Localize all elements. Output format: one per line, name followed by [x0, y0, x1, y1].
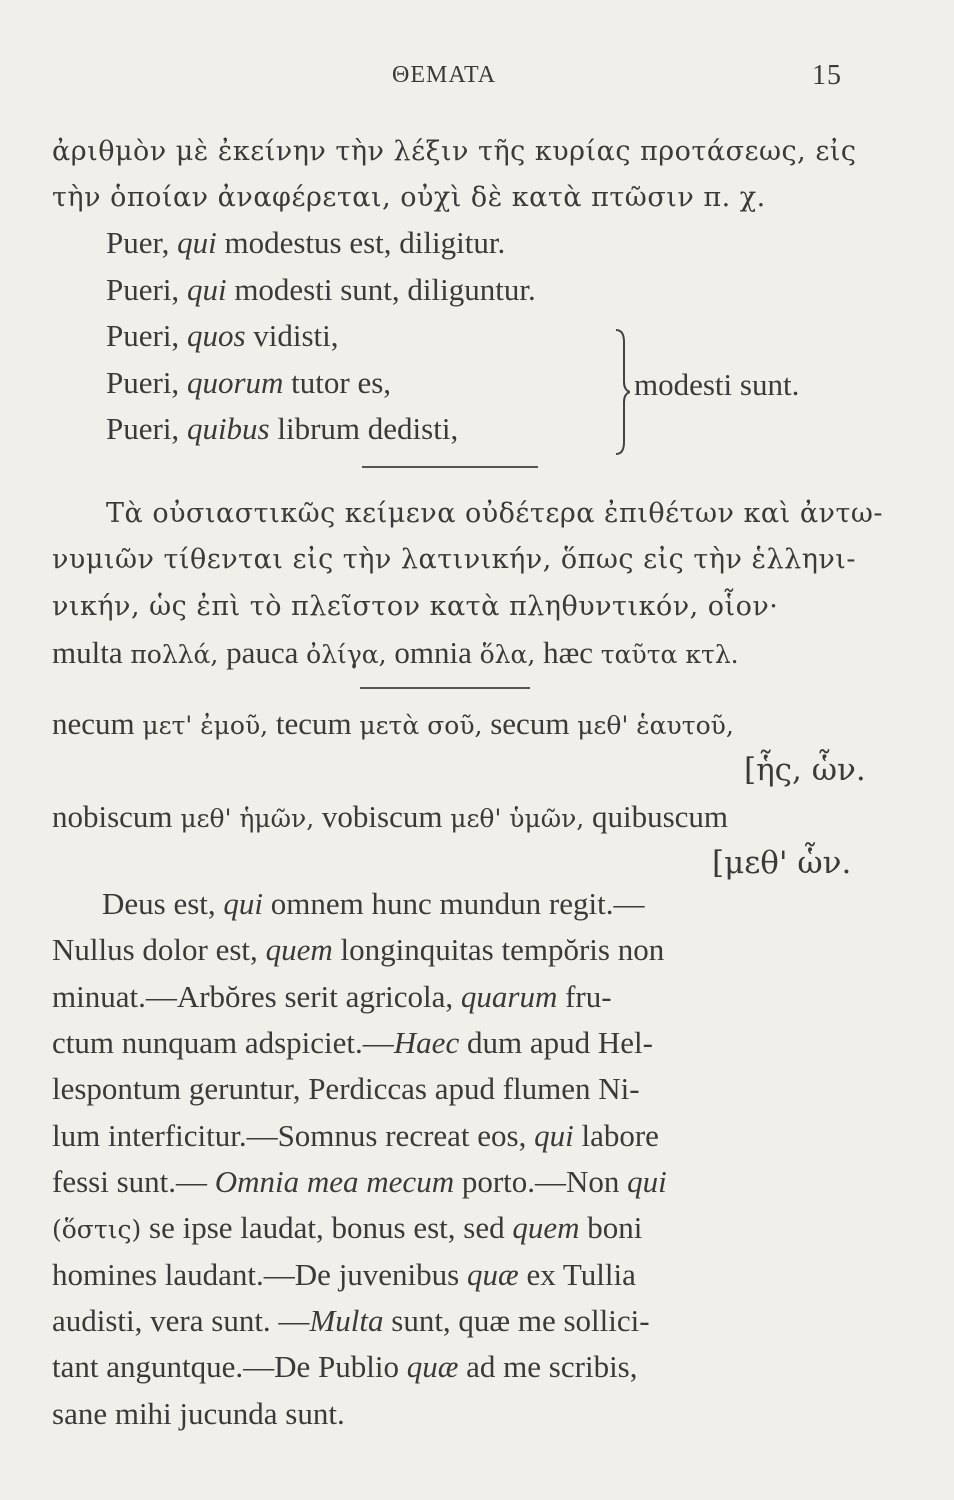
page-number: 15 [812, 60, 842, 91]
intro-line-2: τὴν ὁποίαν ἀναφέρεται, οὐχὶ δὲ κατὰ πτῶσιν π. χ. [52, 182, 766, 213]
exercise-line-12: sane mihi jucunda sunt. [52, 1396, 345, 1431]
section3-line-2: nobiscum μεθ' ἡμῶν, vobiscum μεθ' ὑμῶν, quibuscum [52, 799, 729, 834]
example-line-3: Pueri, quos vidisti, [106, 318, 339, 353]
example-line-4: Pueri, quorum tutor es, [106, 365, 392, 400]
exercise-line-3: minuat.—Arbŏres serit agricola, quarum fru- [52, 979, 612, 1014]
example-line-2: Pueri, qui modesti sunt, diliguntur. [106, 272, 536, 307]
section2-line-3: νικήν, ὡς ἐπὶ τὸ πλεῖστον κατὰ πληθυντικόν, οἷον· [52, 591, 779, 622]
intro-line-1: ἀριθμὸν μὲ ἐκείνην τὴν λέξιν τῆς κυρίας προτάσεως, εἰς [52, 136, 857, 167]
exercise-line-8: (ὅστις) se ipse laudat, bonus est, sed quem boni [52, 1210, 643, 1245]
exercise-line-11: tant anguntque.—De Publio quæ ad me scribis, [52, 1349, 638, 1384]
exercise-line-7: fessi sunt.— Omnia mea mecum porto.—Non qui [52, 1164, 667, 1199]
exercise-line-1: Deus est, qui omnem hunc mundun regit.— [102, 886, 645, 921]
running-title: ΘΕΜΑΤΑ [392, 62, 497, 88]
example-line-1: Puer, qui modestus est, diligitur. [106, 225, 506, 260]
section2-line-1: Τὰ οὐσιαστικῶς κείμενα οὐδέτερα ἐπιθέτων καὶ ἀντω- [106, 498, 884, 529]
exercise-line-10: audisti, vera sunt. —Multa sunt, quæ me sollici- [52, 1303, 650, 1338]
exercise-line-9: homines laudant.—De juvenibus quæ ex Tullia [52, 1257, 636, 1292]
section3-line-1: necum μετ' ἐμοῦ, tecum μετὰ σοῦ, secum μεθ' ἑαυτοῦ, [52, 706, 734, 741]
divider-2 [360, 687, 530, 689]
exercise-line-2: Nullus dolor est, quem longinquitas tempŏris non [52, 932, 665, 967]
curly-brace [612, 328, 630, 456]
section3-line-2b: [μεθ' ὧν. [712, 845, 852, 881]
divider-1 [362, 466, 538, 468]
brace-result: modesti sunt. [634, 367, 800, 402]
example-line-5: Pueri, quibus librum dedisti, [106, 411, 459, 446]
section2-line-2: νυμιῶν τίθενται εἰς τὴν λατινικήν, ὅπως εἰς τὴν ἑλληνι- [52, 544, 857, 575]
exercise-line-6: lum interficitur.—Somnus recreat eos, qui labore [52, 1118, 659, 1153]
exercise-line-4: ctum nunquam adspiciet.—Haec dum apud Hel- [52, 1025, 653, 1060]
exercise-line-5: lespontum geruntur, Perdiccas apud flumen Ni- [52, 1071, 640, 1106]
section2-examples: multa πολλά, pauca ὀλίγα, omnia ὅλα, hæc ταῦτα κτλ. [52, 635, 739, 670]
section3-line-1b: [ἧς, ὧν. [744, 752, 866, 788]
